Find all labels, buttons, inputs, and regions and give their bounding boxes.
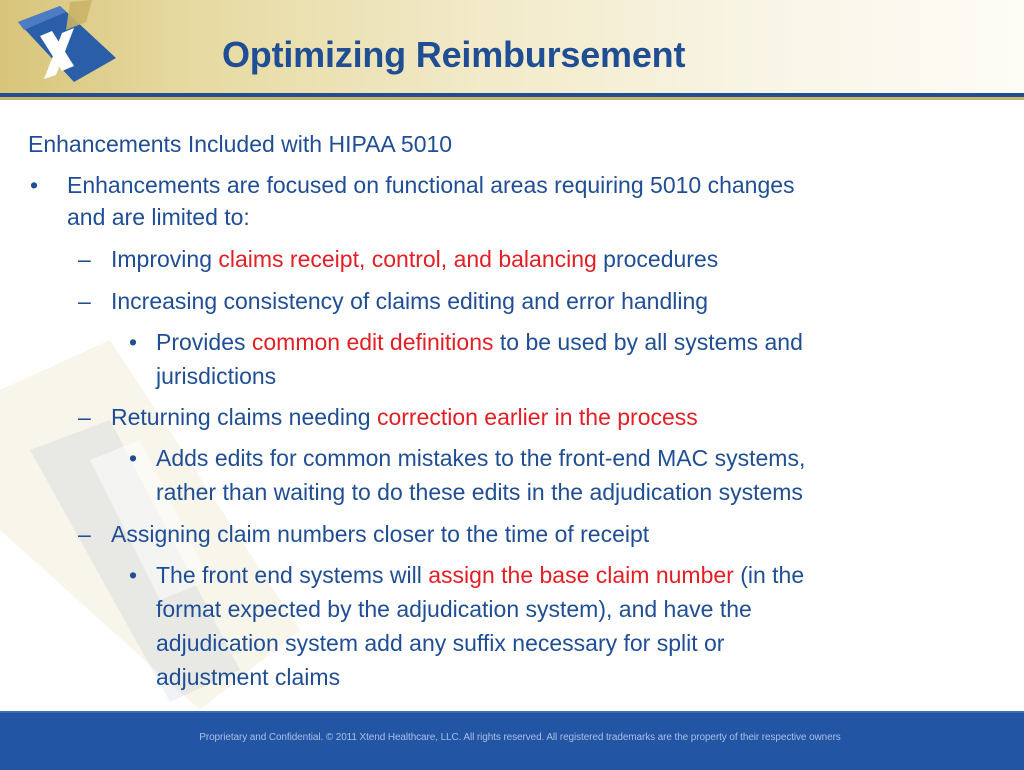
dash-marker: – [78, 288, 91, 314]
page-title: Optimizing Reimbursement [222, 34, 686, 75]
sub-sub-bullet-text: Adds edits for common mistakes to the front-end MAC systems, [156, 445, 806, 471]
text-run: Returning claims needing [111, 404, 377, 430]
section-heading: Enhancements Included with HIPAA 5010 [28, 131, 453, 157]
highlight-text: claims receipt, control, and balancing [218, 246, 597, 272]
text-run: procedures [596, 246, 719, 272]
sub-sub-bullet-text [156, 325, 803, 359]
footer-copyright: Proprietary and Confidential. © 2011 Xtend Healthcare, LLC. All rights reserved. All registered trademarks are the property of their respective owners [199, 732, 841, 743]
dash-marker: – [78, 404, 91, 430]
sub-sub-bullet-text [156, 558, 804, 592]
bullet-marker: • [30, 172, 39, 198]
dash-marker: – [78, 521, 91, 547]
text-run: to be used by all systems and [493, 329, 803, 355]
sub-sub-bullet-text-continued: adjustment claims [156, 664, 341, 690]
sub-bullet-text [111, 242, 718, 276]
highlight-text: assign the base claim number [428, 562, 734, 588]
bullet-marker: • [129, 445, 138, 471]
sub-bullet-text: Assigning claim numbers closer to the time of receipt [111, 521, 650, 547]
bullet-marker: • [129, 562, 138, 588]
text-run: Improving [111, 246, 219, 272]
dash-marker: – [78, 246, 91, 272]
highlight-text: correction earlier in the process [376, 404, 698, 430]
sub-bullet-text: Increasing consistency of claims editing and error handling [111, 288, 709, 314]
sub-sub-bullet-text-continued: jurisdictions [156, 363, 277, 389]
sub-sub-bullet-text-continued: rather than waiting to do these edits in the adjudication systems [156, 479, 803, 505]
text-run: Provides [156, 329, 252, 355]
bullet-text: Enhancements are focused on functional areas requiring 5010 changes [67, 172, 795, 198]
sub-sub-bullet-text-continued: adjudication system add any suffix necessary for split or [156, 630, 725, 656]
highlight-text: common edit definitions [251, 329, 494, 355]
bullet-marker: • [129, 329, 138, 355]
sub-sub-bullet-text-continued: format expected by the adjudication system), and have the [156, 596, 752, 622]
text-run: The front end systems will [156, 562, 429, 588]
text-run: (in the [733, 562, 805, 588]
sub-bullet-text [111, 400, 698, 434]
bullet-text-continued: and are limited to: [67, 204, 250, 230]
